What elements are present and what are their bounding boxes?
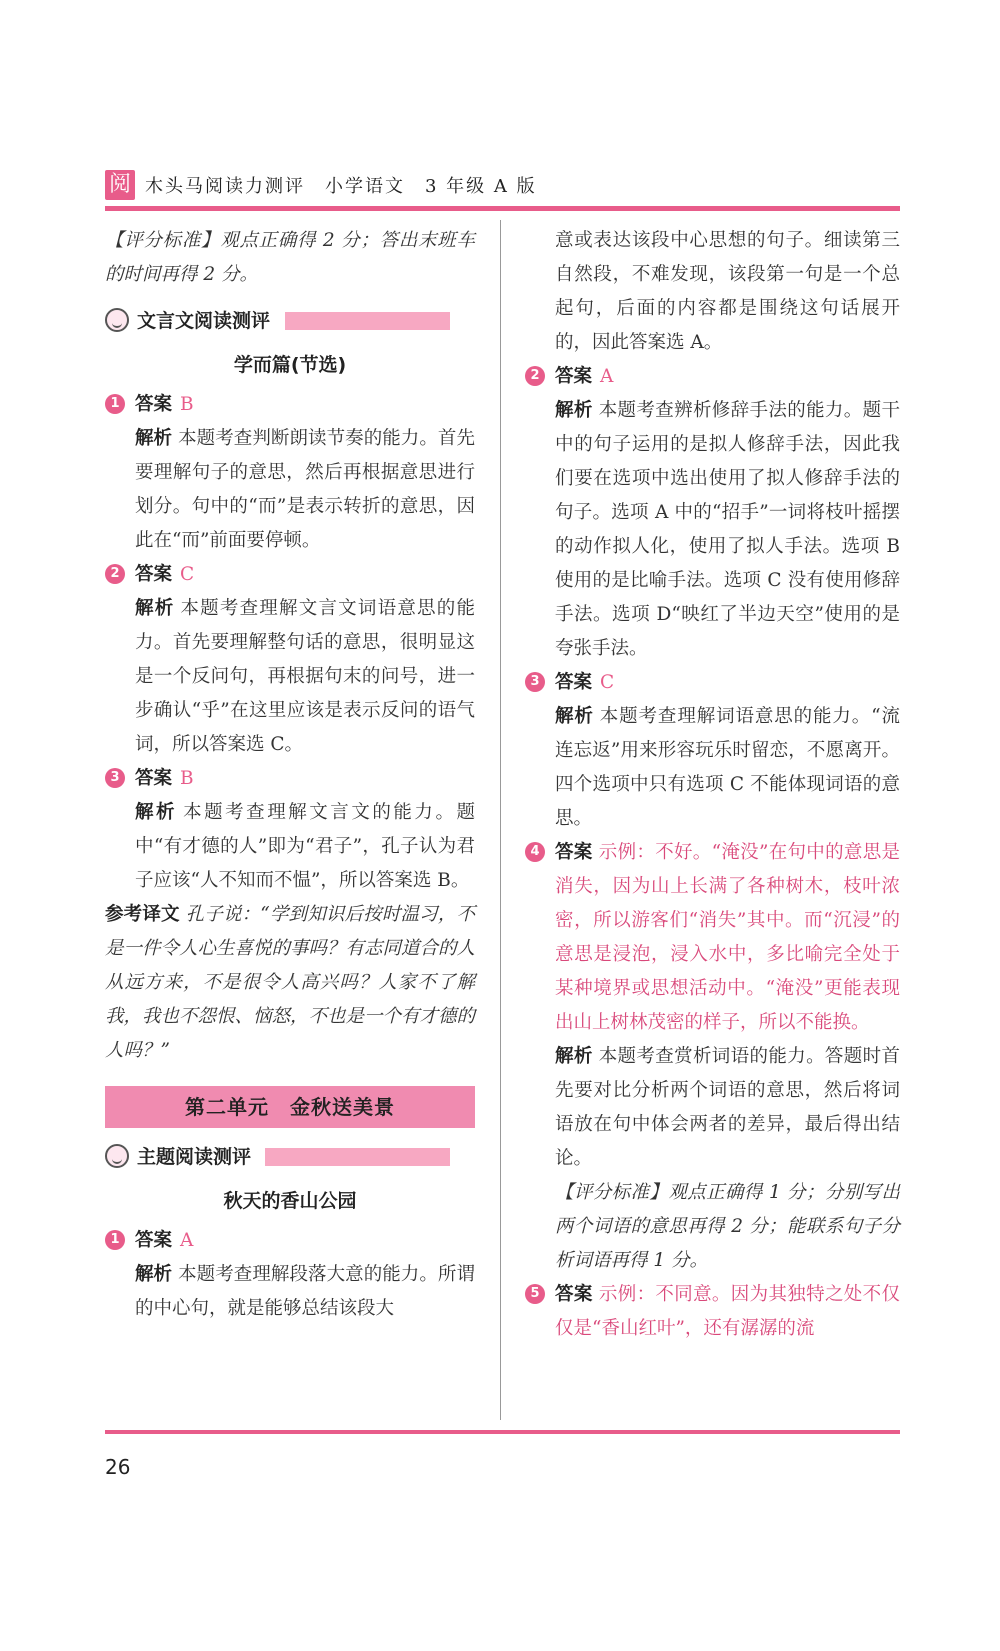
analysis-text: 本题考查赏析词语的能力。答题时首先要对比分析两个词语的意思，然后将词语放在句中体会两者的差异，最后得出结论。 <box>555 1046 900 1169</box>
reference-text: 孔子说：“学到知识后按时温习，不是一件令人心生喜悦的事吗？有志同道合的人从远方来，不是很令人高兴吗？人家不了解我，我也不怨恨、恼怒，不也是一个有才德的人吗？” <box>105 904 476 1061</box>
reference-label: 参考译文 <box>105 904 180 925</box>
answer-label: 答案 <box>555 1284 593 1305</box>
analysis-label: 解析 <box>135 802 178 823</box>
read-icon: 阅 <box>105 170 135 200</box>
reader-face-icon <box>105 308 129 332</box>
answer-example: 示例：不好。“淹没”在句中的意思是消失，因为山上长满了各种树木，枝叶浓密，所以游客们“消失”其中。而“沉浸”的意思是浸泡，浸入水中，多比喻完全处于某种境界或思想活动中。“淹没”更能表现出山上树林茂密的样子，所以不能换。 <box>555 842 900 1033</box>
section-header-theme <box>105 1140 475 1176</box>
analysis-label: 解析 <box>135 598 175 619</box>
right-column <box>525 224 900 1346</box>
answer-value: C <box>180 564 195 585</box>
analysis-text: 本题考查理解段落大意的能力。所谓的中心句，就是能够总结该段大 <box>135 1264 475 1319</box>
page-number: 26 <box>105 1455 131 1479</box>
section-header-classical <box>105 304 475 340</box>
answer-label: 答案 <box>135 394 173 415</box>
answer-value: C <box>600 672 615 693</box>
answer-item <box>105 388 475 558</box>
answer-value: B <box>180 768 194 789</box>
continued-text: 意或表达该段中心思想的句子。细读第三自然段，不难发现，该段第一句是一个总起句，后面的内容都是围绕这句话展开的，因此答案选 A。 <box>555 230 900 353</box>
reference-translation <box>105 898 475 1068</box>
answer-item <box>525 1278 900 1346</box>
analysis-text: 本题考查理解文言文词语意思的能力。首先要理解整句话的意思，很明显这是一个反问句，再根据句末的问号，进一步确认“乎”在这里应该是表示反问的语气词，所以答案选 C。 <box>135 598 475 755</box>
answer-item <box>525 360 900 666</box>
answer-item <box>525 836 900 1176</box>
question-number-badge: 2 <box>525 366 545 386</box>
answer-example: 示例：不同意。因为其独特之处不仅仅是“香山红叶”，还有潺潺的流 <box>555 1284 900 1339</box>
analysis-text: 本题考查判断朗读节奏的能力。首先要理解句子的意思，然后再根据意思进行划分。句中的“而”是表示转折的意思，因此在“而”前面要停顿。 <box>135 428 475 551</box>
score-standard: 【评分标准】观点正确得 1 分；分别写出两个词语的意思再得 2 分；能联系句子分析词语再得 1 分。 <box>555 1182 900 1271</box>
answer-value: A <box>180 1230 194 1251</box>
answer-item <box>105 1224 475 1326</box>
column-divider <box>500 220 501 1420</box>
question-number-badge: 5 <box>525 1284 545 1304</box>
answer-item <box>525 666 900 836</box>
answer-item <box>105 762 475 898</box>
answer-item <box>105 558 475 762</box>
analysis-label: 解析 <box>555 400 593 421</box>
unit-banner: 第二单元 金秋送美景 <box>105 1086 475 1128</box>
analysis-label: 解析 <box>555 706 594 727</box>
score-standard: 【评分标准】观点正确得 2 分；答出末班车的时间再得 2 分。 <box>105 230 475 285</box>
section-label: 文言文阅读测评 <box>137 304 276 338</box>
answer-value: A <box>600 366 614 387</box>
question-number-badge: 3 <box>525 672 545 692</box>
section-bar <box>285 312 450 330</box>
analysis-text: 本题考查理解词语意思的能力。“流连忘返”用来形容玩乐时留恋，不愿离开。四个选项中只有选项 C 不能体现词语的意思。 <box>555 706 900 829</box>
answer-label: 答案 <box>555 366 593 387</box>
analysis-label: 解析 <box>135 428 173 449</box>
header-rule <box>105 206 900 211</box>
section-bar <box>265 1148 450 1166</box>
question-number-badge: 4 <box>525 842 545 862</box>
answer-label: 答案 <box>555 672 593 693</box>
analysis-text: 本题考查理解文言文的能力。题中“有才德的人”即为“君子”，孔子认为君子应该“人不知而不愠”，所以答案选 B。 <box>135 802 475 891</box>
answer-label: 答案 <box>555 842 593 863</box>
footer-rule <box>105 1430 900 1434</box>
analysis-label: 解析 <box>555 1046 593 1067</box>
answer-label: 答案 <box>135 1230 173 1251</box>
left-column <box>105 224 475 1326</box>
reader-face-icon <box>105 1144 129 1168</box>
passage-title: 学而篇(节选) <box>233 354 347 376</box>
page-header <box>105 170 900 210</box>
question-number-badge: 3 <box>105 768 125 788</box>
analysis-text: 本题考查辨析修辞手法的能力。题干中的句子运用的是拟人修辞手法，因此我们要在选项中选出使用了拟人修辞手法的句子。选项 A 中的“招手”一词将枝叶摇摆的动作拟人化，使用了拟人手法。选项 B 使用的是比喻手法。选项 C 没有使用修辞手法。选项 D“映红了半边天空”使用的是夸张手法。 <box>555 400 900 659</box>
answer-value: B <box>180 394 194 415</box>
section-label: 主题阅读测评 <box>137 1140 257 1174</box>
passage-title: 秋天的香山公园 <box>223 1190 357 1212</box>
question-number-badge: 2 <box>105 564 125 584</box>
answer-label: 答案 <box>135 564 173 585</box>
analysis-label: 解析 <box>135 1264 173 1285</box>
book-title: 木头马阅读力测评 小学语文 3 年级 A 版 <box>145 176 537 197</box>
question-number-badge: 1 <box>105 1230 125 1250</box>
question-number-badge: 1 <box>105 394 125 414</box>
answer-label: 答案 <box>135 768 173 789</box>
